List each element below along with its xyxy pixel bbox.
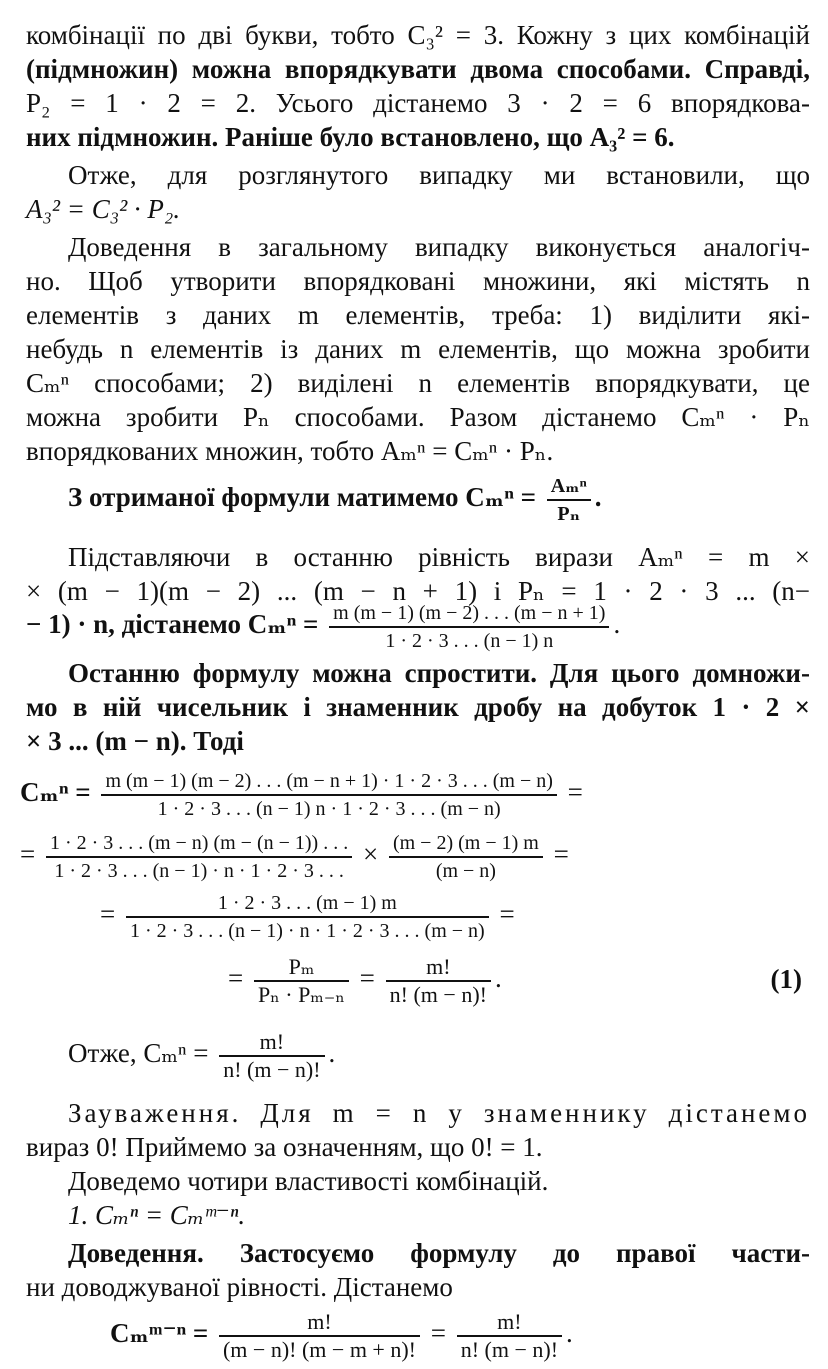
- numerator: m!: [219, 1310, 420, 1337]
- text-line: [68, 1096, 810, 1130]
- denominator: 1 · 2 · 3 . . . (n − 1) · n · 1 · 2 · 3 . . . (m − n): [129, 919, 485, 942]
- text-line: × (m − 1)(m − 2) ... (m − n + 1) і Pₙ = 1 · 2 · 3 ... (n−: [26, 576, 810, 606]
- fraction: [126, 891, 489, 943]
- denominator: Pₙ: [557, 502, 580, 525]
- formula-text: З отриманої формули матимемо Cₘⁿ =: [68, 482, 536, 512]
- text-line: ни доводжуваної рівності. Дістанемо: [26, 1272, 453, 1302]
- text-line: Останню формулу можна спростити. Для цього домножи-: [68, 658, 810, 688]
- fraction: [457, 1310, 562, 1362]
- numerator: m (m − 1) (m − 2) . . . (m − n + 1): [329, 601, 609, 628]
- formula-line: З отриманої формули матимемо Cₘⁿ = $\frac{\text{Aₘⁿ}}{\text{Pₙ}}$ .: [68, 474, 602, 525]
- text-line: Доведення в загальному випадку виконується аналогіч-: [68, 232, 810, 262]
- denominator: Pₙ · Pₘ₋ₙ: [257, 981, 345, 1007]
- equation-row: = $\frac{1 \cdot 2 \cdot 3 . . . (m - n) (m - (n - 1)) . . .}{1 \cdot 2 \cdot 3 . . . (n - 1) \cdot n \cdot 1 \cdot 2 \cdot 3 . . .}$ × $\frac{(m - 2) (m - 1) m}{(m - n)}$ =: [20, 831, 569, 882]
- fraction: [219, 1030, 324, 1082]
- equation-lhs: Cₘᵐ⁻ⁿ =: [110, 1318, 209, 1348]
- fraction: [386, 955, 491, 1007]
- numerator: m (m − 1) (m − 2) . . . (m − n + 1) · 1 · 2 · 3 . . . (m − n): [101, 769, 556, 796]
- text-line: [68, 1236, 810, 1270]
- formula-text: Отже, Cₘⁿ =: [68, 1038, 209, 1068]
- remark-label: Зауваження. Для m = n у знаменнику дістанемо: [68, 1098, 810, 1128]
- fraction: [389, 831, 543, 883]
- property-line: 1. Cₘⁿ = Cₘᵐ⁻ⁿ.: [68, 1200, 246, 1230]
- text-line: небудь n елементів із даних m елементів, що можна зробити: [26, 334, 810, 364]
- denominator: n! (m − n)!: [223, 1056, 321, 1082]
- equation-number: (1): [770, 964, 802, 994]
- text-line: елементів з даних m елементів, треба: 1) виділити які-: [26, 300, 810, 330]
- text-line: Отже, для розглянутого випадку ми встановили, що: [68, 160, 810, 190]
- text-line: Cₘⁿ способами; 2) виділені n елементів впорядкувати, це: [26, 368, 810, 398]
- denominator: n! (m − n)!: [389, 981, 487, 1007]
- denominator: 1 · 2 · 3 . . . (n − 1) n: [385, 629, 554, 652]
- formula-line: Отже, Cₘⁿ = $\frac{m!}{n! (m - n)!}$ .: [68, 1028, 336, 1082]
- numerator: m!: [457, 1310, 562, 1337]
- numerator: Pₘ: [254, 955, 349, 982]
- equation-row: = $\frac{1 \cdot 2 \cdot 3 . . . (m - 1) m}{1 \cdot 2 \cdot 3 . . . (n - 1) \cdot n \cdot 1 \cdot 2 \cdot 3 . . . (m - n)}$ =: [100, 891, 515, 942]
- formula-line: − 1) · n, дістанемо Cₘⁿ = $\frac{m (m - 1) (m - 2) . . . (m - n + 1)}{1 \cdot 2 \cdot 3 . . . (n - 1) n}$ .: [26, 601, 621, 652]
- equation-row: Cₘᵐ⁻ⁿ = $\frac{m!}{(m - n)! (m - m + n)!}$ = $\frac{m!}{n! (m - n)!}$ .: [110, 1308, 573, 1362]
- text-line: Доведемо чотири властивості комбінацій.: [68, 1166, 549, 1196]
- proof-label: Доведення. Застосуємо формулу до правої части-: [68, 1238, 810, 1268]
- denominator: 1 · 2 · 3 . . . (n − 1) n · 1 · 2 · 3 . . . (m − n): [157, 797, 501, 820]
- formula-inline: A₃² = C₃² · P₂.: [26, 194, 181, 224]
- equation-row: = $\frac{\text{Pₘ}}{\text{Pₙ · Pₘ₋ₙ}}$ = $\frac{m!}{n! (m - n)!}$ .: [228, 953, 502, 1007]
- text-line: вираз 0! Приймемо за означенням, що 0! = 1.: [26, 1132, 543, 1162]
- fraction: [547, 474, 591, 526]
- text-line: них підмножин. Раніше було встановлено, що A₃² = 6.: [26, 122, 675, 152]
- text-line: Підставляючи в останню рівність вирази Aₘⁿ = m ×: [68, 542, 810, 572]
- text-line: можна зробити Pₙ способами. Разом дістанемо Cₘⁿ · Pₙ: [26, 402, 810, 432]
- fraction: [254, 955, 349, 1007]
- text-line: мо в ній чисельник і знаменник дробу на добуток 1 · 2 ×: [26, 692, 810, 722]
- numerator: m!: [219, 1030, 324, 1057]
- text-line: (підмножин) можна впорядкувати двома способами. Справді,: [26, 54, 810, 84]
- text-line: но. Щоб утворити впорядковані множини, які містять n: [26, 266, 810, 296]
- denominator: (m − n): [435, 859, 496, 882]
- formula-text: − 1) · n, дістанемо Cₘⁿ =: [26, 609, 319, 639]
- numerator: (m − 2) (m − 1) m: [389, 831, 543, 858]
- denominator: n! (m − n)!: [460, 1336, 559, 1362]
- fraction: [46, 831, 352, 883]
- text-line: комбінації по дві букви, тобто C₃² = 3. Кожну з цих комбінацій: [26, 20, 810, 50]
- numerator: 1 · 2 · 3 . . . (m − n) (m − (n − 1)) . . .: [46, 831, 352, 858]
- fraction: [329, 601, 609, 653]
- text-line: впорядкованих множин, тобто Aₘⁿ = Cₘⁿ · Pₙ.: [26, 436, 554, 466]
- denominator: 1 · 2 · 3 . . . (n − 1) · n · 1 · 2 · 3 . . .: [54, 859, 344, 882]
- equation-lhs: Cₘⁿ =: [20, 777, 91, 807]
- fraction: [101, 769, 556, 821]
- numerator: 1 · 2 · 3 . . . (m − 1) m: [126, 891, 489, 918]
- equation-row: Cₘⁿ = m (m − 1) (m − 2) . . . (m − n + 1) · 1 · 2 · 3 . . . (m − n) 1 · 2 · 3 . . . (n − 1) n · 1 · 2 · 3 . . . (m − n) =: [20, 769, 583, 820]
- text-line: × 3 ... (m − n). Тоді: [26, 726, 244, 756]
- numerator: Aₘⁿ: [547, 474, 591, 501]
- text-line: P₂ = 1 · 2 = 2. Усього дістанемо 3 · 2 = 6 впорядкова-: [26, 88, 810, 118]
- denominator: (m − n)! (m − m + n)!: [222, 1336, 416, 1362]
- numerator: m!: [386, 955, 491, 982]
- fraction: [219, 1310, 420, 1362]
